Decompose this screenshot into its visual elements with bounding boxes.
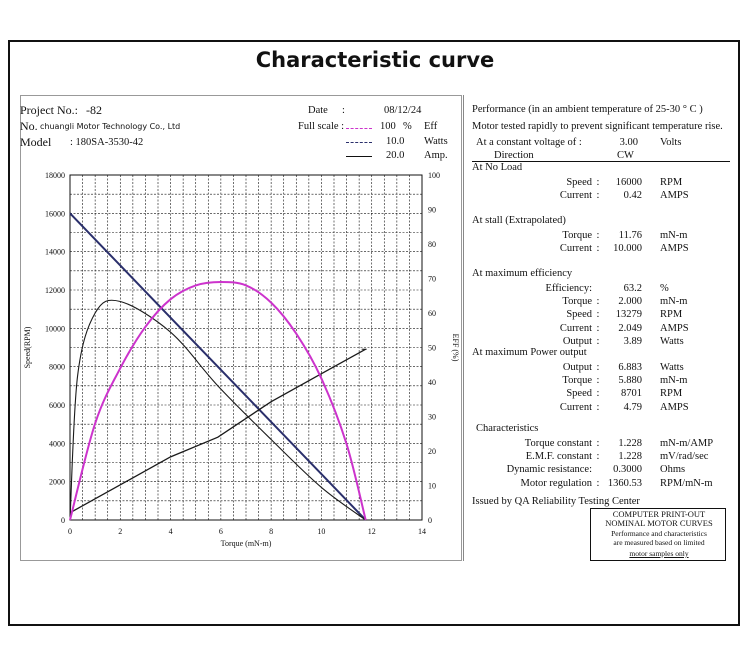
page-title: Characteristic curve [255,48,495,72]
metric-label: Torque constant [524,438,592,449]
metric-label: Output [562,362,592,373]
y-tick-label: 0 [61,516,65,525]
x-tick-label: 10 [317,527,326,536]
metric-value: 4.79 [623,401,642,413]
y-axis-label: Speed(RPM) [23,326,32,369]
chart-grid [70,175,422,520]
metric-label: Current [559,243,592,255]
metric-unit: AMPS [660,401,689,413]
metric-unit: Ohms [660,464,686,476]
issued-by: Issued by QA Reliability Testing Center [472,496,640,507]
metric-label: Current [559,190,592,202]
metric-colon: : [596,335,600,347]
metric-colon: : [596,477,600,489]
metric-colon: : [596,375,600,387]
fullscale-label: Full scale : [298,121,345,132]
y-right-tick-label: 90 [428,205,436,215]
metric-label: Current [559,322,592,334]
y-right-tick-label: 50 [428,343,436,353]
y-tick-label: 12000 [45,286,65,295]
metric-colon: : [596,296,600,308]
y-right-tick-label: 80 [428,240,436,249]
y-tick-label: 4000 [49,439,65,449]
metric-colon: : [596,438,600,449]
voltage-unit: Volts [660,137,682,148]
note-line-1: COMPUTER PRINT-OUT [612,509,706,519]
note-line-4: are measured based on limited [613,538,705,547]
section-heading: At maximum efficiency [472,268,573,279]
model-label: Model [20,135,52,149]
voltage-label: At a constant voltage of : [476,137,582,148]
metric-value: 63.2 [623,283,642,294]
y-right-tick-label: 30 [428,412,436,422]
metric-label: Efficiency: [545,283,592,294]
metric-value: 5.880 [618,375,642,387]
scale-eff-unit: Eff [424,121,438,132]
section-heading: At No Load [472,162,523,173]
performance-heading: Performance (in an ambient temperature of 25-30 ° C ) [472,104,703,115]
metric-unit: Watts [660,335,684,347]
metric-value: 2.000 [618,296,642,308]
y-tick-label: 2000 [49,477,65,487]
y-right-tick-label: 20 [428,447,436,456]
metric-value: 3.89 [623,335,642,347]
metric-unit: mV/rad/sec [660,451,709,463]
y-right-tick-label: 10 [428,481,436,491]
metric-label: Torque [562,296,592,308]
metric-colon: : [596,177,600,188]
y-tick-label: 18000 [45,171,65,180]
metric-value: 1.228 [618,438,642,449]
project-value: -82 [86,103,102,117]
metric-value: 1360.53 [607,477,642,489]
x-tick-label: 8 [269,527,274,536]
metric-colon: : [596,322,600,334]
date-colon: : [342,105,345,116]
metric-value: 1.228 [618,451,642,463]
metric-value: 0.42 [623,190,642,202]
x-tick-label: 6 [218,527,223,536]
section-heading: At maximum Power output [472,347,587,358]
direction-label: Direction [494,150,534,161]
project-label: Project No.: [20,103,78,117]
y-tick-label: 14000 [45,247,65,257]
x-tick-label: 2 [118,527,123,536]
metric-label: E.M.F. constant [525,451,592,463]
metric-unit: RPM [660,177,683,188]
chart-ticks [45,171,440,536]
metric-label: Output [562,335,592,347]
metric-value: 16000 [615,177,642,188]
x-tick-label: 0 [68,527,72,536]
metric-value: 10.000 [613,243,642,255]
voltage-value: 3.00 [619,137,638,148]
metric-label: Speed [566,388,592,400]
y-tick-label: 10000 [45,324,65,334]
metric-colon: : [596,451,600,463]
metric-label: Torque [562,375,592,387]
metric-unit: RPM [660,309,683,321]
printout-note [590,508,726,561]
metric-unit: mN-m [660,296,688,308]
metric-unit: mN-m [660,230,688,241]
metric-unit: Watts [660,362,684,373]
metric-unit: RPM/mN-m [660,477,713,489]
metric-value: 13279 [615,309,642,321]
model-value: : 180SA-3530-42 [70,137,144,148]
scale-watts-unit: Watts [424,136,448,147]
metric-value: 6.883 [618,362,642,373]
metric-label: Speed [566,309,592,321]
y-tick-label: 16000 [45,209,65,219]
metric-label: Motor regulation [520,477,592,489]
metric-colon: : [596,190,600,202]
note-line-5: motor samples only [629,549,689,558]
company-name: chuangli Motor Technology Co., Ltd [40,122,181,131]
scale-watts-value: 10.0 [386,136,405,147]
metric-label: Speed [566,177,592,188]
y-right-tick-label: 0 [428,516,432,525]
metric-value: 11.76 [618,230,642,241]
no-label: No. [20,119,38,133]
metric-colon: : [596,362,600,373]
metric-colon: : [596,401,600,413]
metric-colon: : [596,309,600,321]
metric-value: 0.3000 [613,464,642,476]
metric-unit: RPM [660,388,683,400]
scale-eff-pct: % [403,121,412,132]
y-tick-label: 8000 [49,362,65,372]
metric-colon: : [596,243,600,255]
metric-unit: AMPS [660,243,689,255]
metric-value: 8701 [621,388,642,400]
section-heading: Characteristics [476,423,539,434]
metric-colon: : [596,388,600,400]
metric-label: Current [559,401,592,413]
note-line-3: Performance and characteristics [611,529,707,538]
y-axis-right-label: EFF (%) [451,333,460,362]
metric-label: Dynamic resistance: [506,464,592,476]
metric-colon: : [596,230,600,241]
metric-unit: % [660,283,669,294]
y-right-tick-label: 40 [428,378,436,387]
performance-subheading: Motor tested rapidly to prevent significant temperature rise. [472,121,723,132]
metric-unit: mN-m/AMP [660,438,714,449]
y-tick-label: 6000 [49,401,65,410]
date-label: Date [308,105,328,116]
metric-label: Torque [562,230,592,241]
y-right-tick-label: 60 [428,309,436,318]
metric-value: 2.049 [618,322,642,334]
x-tick-label: 14 [418,527,426,536]
section-heading: At stall (Extrapolated) [472,215,566,226]
x-tick-label: 4 [168,527,173,536]
x-tick-label: 12 [367,527,376,536]
date-value: 08/12/24 [384,105,422,116]
metric-unit: AMPS [660,190,689,202]
metric-unit: AMPS [660,322,689,334]
scale-amp-value: 20.0 [386,150,405,161]
y-right-tick-label: 100 [428,171,440,180]
direction-value: CW [617,150,634,161]
scale-amp-unit: Amp. [424,150,448,161]
metric-unit: mN-m [660,375,688,387]
scale-eff-value: 100 [380,121,396,132]
note-line-2: NOMINAL MOTOR CURVES [605,518,713,528]
x-axis-label: Torque (mN-m) [220,539,272,548]
y-right-tick-label: 70 [428,274,436,284]
